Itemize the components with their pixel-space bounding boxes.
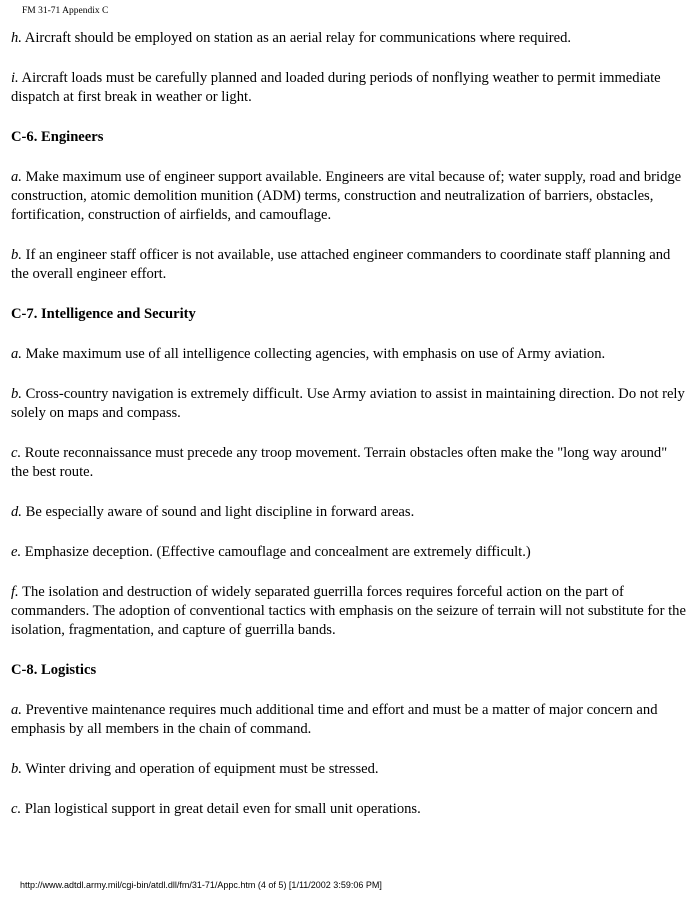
- paragraph-c8-a: [11, 701, 686, 739]
- paragraph-text: If an engineer staff officer is not available, use attached engineer commanders to coordinate staff planning and the overall engineer effort.: [11, 247, 671, 282]
- section-heading-c7: C-7. Intelligence and Security: [11, 306, 196, 322]
- paragraph-text: Be especially aware of sound and light discipline in forward areas.: [21, 504, 415, 520]
- paragraph-c6-b: [11, 246, 686, 284]
- paragraph-text: Aircraft should be employed on station as an aerial relay for communications where required.: [21, 30, 572, 46]
- section-heading-c8: C-8. Logistics: [11, 662, 97, 678]
- paragraph-c8-b: [11, 760, 686, 779]
- document-body: [11, 29, 686, 840]
- paragraph-text: Emphasize deception. (Effective camouflage and concealment are extremely difficult.): [21, 544, 531, 560]
- running-header: FM 31-71 Appendix C: [22, 6, 109, 16]
- paragraph-text: Cross-country navigation is extremely difficult. Use Army aviation to assist in maintaining direction. Do not rely solely on maps and compass.: [11, 386, 685, 421]
- paragraph-text: Winter driving and operation of equipment must be stressed.: [21, 761, 379, 777]
- paragraph-letter: b.: [11, 386, 22, 402]
- paragraph-text: Aircraft loads must be carefully planned and loaded during periods of nonflying weather to permit immediate dispatch at first break in weather or light.: [11, 70, 661, 105]
- paragraph-letter: a.: [11, 346, 22, 362]
- paragraph-c7-c: [11, 444, 686, 482]
- page-footer-source-line: http://www.adtdl.army.mil/cgi-bin/atdl.dll/fm/31-71/Appc.htm (4 of 5) [1/11/2002 3:59:06 PM]: [20, 880, 382, 890]
- paragraph-c7-a: [11, 345, 686, 364]
- paragraph-letter: i.: [11, 70, 19, 86]
- paragraph-text: Route reconnaissance must precede any troop movement. Terrain obstacles often make the "long way around" the best route.: [11, 445, 668, 480]
- paragraph-c7-e: [11, 543, 686, 562]
- paragraph-c6-a: [11, 168, 686, 225]
- paragraph-letter: f.: [11, 584, 19, 600]
- paragraph-letter: a.: [11, 169, 22, 185]
- paragraph-text: Plan logistical support in great detail even for small unit operations.: [21, 801, 421, 817]
- paragraph-c5-i: [11, 69, 686, 107]
- paragraph-c5-h: [11, 29, 686, 48]
- paragraph-letter: h.: [11, 30, 22, 46]
- paragraph-text: Make maximum use of all intelligence collecting agencies, with emphasis on use of Army aviation.: [21, 346, 606, 362]
- paragraph-c8-c: [11, 800, 686, 819]
- paragraph-c7-b: [11, 385, 686, 423]
- paragraph-letter: a.: [11, 702, 22, 718]
- paragraph-letter: b.: [11, 761, 22, 777]
- paragraph-text: Make maximum use of engineer support available. Engineers are vital because of; water supply, road and bridge construction, atomic demolition munition (ADM) terms, construction and neutralization of barriers, obstacles, fortification, construction of airfields, and camouflage.: [11, 169, 682, 223]
- paragraph-letter: c.: [11, 445, 22, 461]
- paragraph-letter: b.: [11, 247, 22, 263]
- paragraph-text: Preventive maintenance requires much additional time and effort and must be a matter of major concern and emphasis by all members in the chain of command.: [11, 702, 658, 737]
- paragraph-letter: d.: [11, 504, 22, 520]
- paragraph-text: The isolation and destruction of widely separated guerrilla forces requires forceful action on the part of commanders. The adoption of conventional tactics with emphasis on the seizure of terrain will not substitute for the isolation, fragmentation, and capture of guerrilla bands.: [11, 584, 686, 638]
- paragraph-c7-f: [11, 583, 686, 640]
- paragraph-c7-d: [11, 503, 686, 522]
- paragraph-letter: c.: [11, 801, 22, 817]
- section-heading-c6: C-6. Engineers: [11, 129, 104, 145]
- paragraph-letter: e.: [11, 544, 22, 560]
